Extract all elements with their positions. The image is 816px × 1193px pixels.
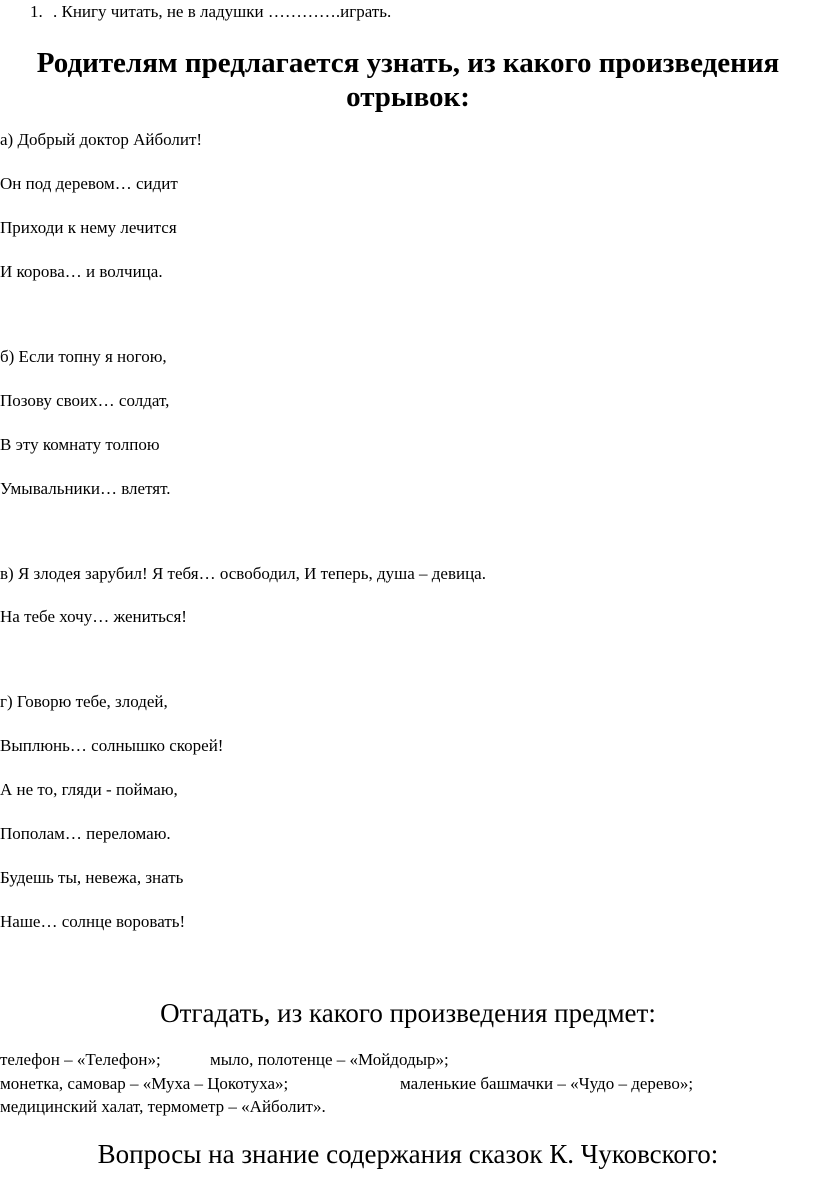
excerpt-b-line-4: Умывальники… влетят. (0, 479, 171, 498)
parents-heading-line2: отрывок: (346, 81, 470, 113)
excerpt-a-line-1: а) Добрый доктор Айболит! (0, 130, 203, 149)
excerpt-d-line-6: Наше… солнце воровать! (0, 912, 186, 931)
item-aybolit: медицинский халат, термометр – «Айболит». (0, 1097, 326, 1116)
excerpt-d-line-4: Пополам… переломаю. (0, 824, 171, 843)
list-number: 1. (30, 2, 43, 21)
excerpt-d-line-2: Выплюнь… солнышко скорей! (0, 736, 224, 755)
excerpt-b-line-1: б) Если топну я ногою, (0, 347, 167, 366)
excerpt-c-line-1: в) Я злодея зарубил! Я тебя… освободил, И теперь, душа – девица. (0, 564, 486, 583)
excerpt-a-line-2: Он под деревом… сидит (0, 174, 178, 193)
excerpt-b-line-3: В эту комнату толпою (0, 435, 160, 454)
excerpt-a-line-3: Приходи к нему лечится (0, 218, 177, 237)
list-item-text: . Книгу читать, не в ладушки ………….играть. (53, 2, 392, 21)
excerpt-d-line-5: Будешь ты, невежа, знать (0, 868, 184, 887)
parents-heading (0, 46, 816, 114)
questions-heading: Вопросы на знание содержания сказок К. Чуковского: (97, 1139, 719, 1169)
parents-heading-line1: Родителям предлагается узнать, из какого произведения (36, 47, 780, 79)
guess-heading: Отгадать, из какого произведения предмет: (160, 998, 656, 1028)
excerpt-d-line-3: А не то, гляди - поймаю, (0, 780, 178, 799)
excerpt-a-line-4: И корова… и волчица. (0, 262, 163, 281)
item-telephone: телефон – «Телефон»; (0, 1050, 161, 1069)
item-chudo-derevo: маленькие башмачки – «Чудо – дерево»; (400, 1074, 694, 1093)
item-moydodyr: мыло, полотенце – «Мойдодыр»; (210, 1050, 449, 1069)
item-mukha: монетка, самовар – «Муха – Цокотуха»; (0, 1074, 289, 1093)
excerpt-c-line-2: На тебе хочу… жениться! (0, 607, 187, 626)
excerpt-d-line-1: г) Говорю тебе, злодей, (0, 692, 168, 711)
excerpt-b-line-2: Позову своих… солдат, (0, 391, 170, 410)
